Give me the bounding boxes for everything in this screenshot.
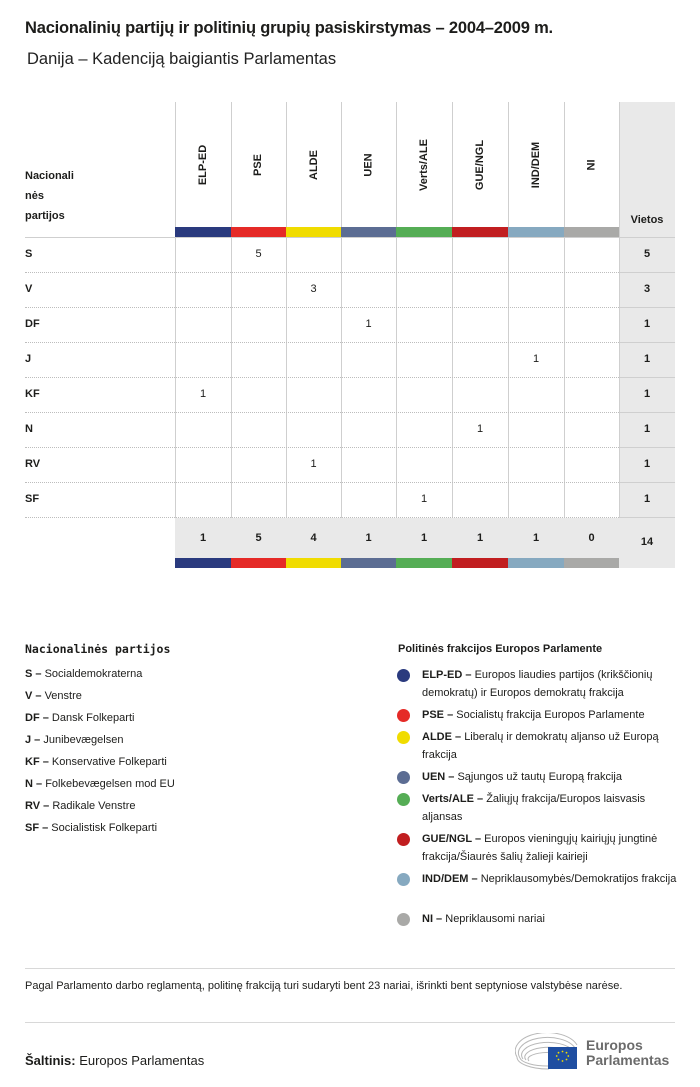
group-code: ALDE – bbox=[422, 731, 462, 743]
party-name: Radikale Venstre bbox=[52, 800, 136, 812]
column-header-label: IND/DEM bbox=[529, 141, 542, 188]
party-legend-item bbox=[25, 756, 167, 768]
row-divider bbox=[619, 412, 675, 413]
group-color-dot-icon bbox=[397, 669, 410, 682]
group-color-band bbox=[231, 558, 286, 568]
row-party-code: J bbox=[25, 353, 32, 365]
row-header-line: Nacionali bbox=[25, 170, 74, 182]
column-total: 1 bbox=[476, 532, 484, 544]
group-code: GUE/NGL – bbox=[422, 833, 482, 845]
group-color-dot-icon bbox=[397, 731, 410, 744]
page-title: Nacionalinių partijų ir politinių grupių pasiskirstymas – 2004–2009 m. bbox=[25, 19, 553, 37]
divider bbox=[25, 1022, 675, 1023]
column-header-verts-ale bbox=[396, 102, 452, 227]
column-header-label: Verts/ALE bbox=[418, 138, 430, 191]
parties-legend-title: Nacionalinės partijos bbox=[25, 642, 171, 656]
group-color-dot-icon bbox=[397, 709, 410, 722]
row-divider bbox=[619, 307, 675, 308]
group-legend-item bbox=[397, 790, 682, 826]
column-header-ni bbox=[564, 102, 619, 227]
row-divider bbox=[619, 482, 675, 483]
column-header-elp-ed bbox=[175, 102, 231, 227]
group-code: UEN – bbox=[422, 771, 455, 783]
column-header-label: UEN bbox=[362, 152, 375, 177]
column-divider bbox=[619, 102, 620, 518]
group-name: Socialistų frakcija Europos Parlamente bbox=[456, 709, 645, 721]
row-party-code: RV bbox=[25, 458, 41, 470]
row-divider bbox=[25, 307, 619, 308]
party-code: N – bbox=[25, 778, 43, 790]
footnote: Pagal Parlamento darbo reglamentą, politinę frakciją turi sudaryti bent 23 nariai, išrinkti bent septyniose valstybėse narėse. bbox=[25, 980, 623, 992]
group-color-band bbox=[341, 227, 396, 237]
row-total: 1 bbox=[643, 353, 651, 365]
group-legend-item bbox=[397, 666, 682, 702]
group-color-band bbox=[231, 227, 286, 237]
group-color-band bbox=[508, 227, 564, 237]
party-legend-item bbox=[25, 800, 136, 812]
column-header-uen bbox=[341, 102, 396, 227]
party-code: V – bbox=[25, 690, 42, 702]
column-header-ind-dem bbox=[508, 102, 564, 227]
group-color-dot-icon bbox=[397, 833, 410, 846]
group-color-band bbox=[396, 558, 452, 568]
group-color-dot-icon bbox=[397, 771, 410, 784]
table-cell: 1 bbox=[199, 388, 207, 400]
total-column-header: Vietos bbox=[630, 214, 664, 226]
source-value: Europos Parlamentas bbox=[75, 1053, 205, 1068]
row-total: 1 bbox=[643, 423, 651, 435]
group-color-dot-icon bbox=[397, 913, 410, 926]
row-divider bbox=[25, 412, 619, 413]
party-name: Junibevægelsen bbox=[43, 734, 124, 746]
group-legend-item bbox=[397, 910, 682, 928]
group-legend-item bbox=[397, 768, 682, 786]
group-color-dot-icon bbox=[397, 793, 410, 806]
column-header-alde bbox=[286, 102, 341, 227]
group-name: Europos vieningųjų kairiųjų jungtinė frakcija/Šiaurės šalių žalieji kairieji bbox=[422, 833, 658, 863]
row-total: 1 bbox=[643, 458, 651, 470]
group-color-band bbox=[286, 558, 341, 568]
row-divider bbox=[619, 447, 675, 448]
logo-line: Europos bbox=[586, 1037, 643, 1053]
party-code: J – bbox=[25, 734, 41, 746]
group-legend-item bbox=[397, 728, 682, 764]
column-header-label: ELP-ED bbox=[197, 144, 209, 185]
group-code: Verts/ALE – bbox=[422, 793, 484, 805]
party-name: Dansk Folkeparti bbox=[51, 712, 135, 724]
column-total: 1 bbox=[532, 532, 540, 544]
source-label: Šaltinis: bbox=[25, 1053, 76, 1068]
group-code: PSE – bbox=[422, 709, 454, 721]
group-color-band bbox=[396, 227, 452, 237]
row-party-code: KF bbox=[25, 388, 40, 400]
group-name: Nepriklausomi nariai bbox=[445, 913, 545, 925]
row-divider bbox=[25, 342, 619, 343]
group-legend-item bbox=[397, 706, 682, 724]
party-name: Folkebevægelsen mod EU bbox=[45, 778, 175, 790]
group-color-band bbox=[286, 227, 341, 237]
row-divider bbox=[619, 272, 675, 273]
row-divider bbox=[25, 482, 619, 483]
column-total: 1 bbox=[420, 532, 428, 544]
party-name: Socialdemokraterna bbox=[44, 668, 143, 680]
column-total: 4 bbox=[310, 532, 317, 544]
column-header-label: PSE bbox=[252, 153, 265, 176]
column-total: 5 bbox=[255, 532, 262, 544]
row-divider bbox=[25, 517, 619, 518]
column-header-label: GUE/NGL bbox=[474, 139, 486, 190]
party-code: DF – bbox=[25, 712, 49, 724]
logo-line: Parlamentas bbox=[586, 1052, 670, 1068]
group-color-band bbox=[175, 558, 231, 568]
party-legend-item bbox=[25, 822, 157, 834]
column-total: 1 bbox=[199, 532, 207, 544]
column-total: 0 bbox=[588, 532, 595, 544]
party-name: Socialistisk Folkeparti bbox=[51, 822, 158, 834]
party-legend-item bbox=[25, 778, 175, 790]
group-name: Europos liaudies partijos (krikščionių demokratų) ir Europos demokratų frakcija bbox=[422, 669, 653, 699]
table-cell: 1 bbox=[310, 458, 317, 470]
group-color-band bbox=[175, 227, 231, 237]
table-cell: 1 bbox=[532, 353, 540, 365]
party-code: SF – bbox=[25, 822, 49, 834]
group-color-band bbox=[452, 227, 508, 237]
table-cell: 3 bbox=[310, 283, 317, 295]
row-party-code: N bbox=[25, 423, 33, 435]
header-divider bbox=[25, 237, 675, 238]
group-legend-item bbox=[397, 830, 682, 866]
row-total: 5 bbox=[643, 248, 651, 260]
party-code: KF – bbox=[25, 756, 49, 768]
party-legend-item bbox=[25, 668, 142, 680]
group-name: Liberalų ir demokratų aljanso už Europą frakcija bbox=[422, 731, 659, 761]
row-header-line: nės bbox=[25, 190, 44, 202]
party-legend-item bbox=[25, 712, 134, 724]
row-total: 1 bbox=[643, 388, 651, 400]
group-color-band bbox=[508, 558, 564, 568]
group-color-band bbox=[564, 558, 619, 568]
group-code: IND/DEM – bbox=[422, 873, 478, 885]
table-cell: 5 bbox=[255, 248, 262, 260]
table-cell: 1 bbox=[476, 423, 484, 435]
row-party-code: DF bbox=[25, 318, 40, 330]
europarl-logo-text bbox=[586, 1038, 669, 1068]
row-total: 3 bbox=[643, 283, 651, 295]
column-total: 1 bbox=[365, 532, 372, 544]
row-header-line: partijos bbox=[25, 210, 65, 222]
row-divider bbox=[619, 517, 675, 518]
group-color-band bbox=[341, 558, 396, 568]
group-code: ELP-ED – bbox=[422, 669, 472, 681]
group-color-dot-icon bbox=[397, 873, 410, 886]
row-divider bbox=[25, 447, 619, 448]
row-divider bbox=[25, 272, 619, 273]
row-total: 1 bbox=[643, 493, 651, 505]
party-legend-item bbox=[25, 690, 82, 702]
party-name: Venstre bbox=[44, 690, 82, 702]
party-code: S – bbox=[25, 668, 42, 680]
page-subtitle: Danija – Kadenciją baigiantis Parlamentas bbox=[27, 50, 337, 68]
source-line bbox=[25, 1053, 204, 1068]
group-color-band bbox=[564, 227, 619, 237]
group-name: Sąjungos už tautų Europą frakcija bbox=[457, 771, 622, 783]
party-name: Konservative Folkeparti bbox=[51, 756, 167, 768]
group-name: Nepriklausomybės/Demokratijos frakcija bbox=[480, 873, 677, 885]
column-header-pse bbox=[231, 102, 286, 227]
row-divider bbox=[619, 342, 675, 343]
row-divider bbox=[619, 377, 675, 378]
groups-legend-title: Politinės frakcijos Europos Parlamente bbox=[398, 643, 603, 655]
table-cell: 1 bbox=[420, 493, 428, 505]
grand-total: 14 bbox=[640, 536, 654, 548]
party-code: RV – bbox=[25, 800, 50, 812]
group-name: Žaliųjų frakcija/Europos laisvasis aljansas bbox=[422, 793, 646, 823]
group-color-band bbox=[452, 558, 508, 568]
row-party-code: V bbox=[25, 283, 33, 295]
row-header-label bbox=[25, 166, 74, 226]
row-divider bbox=[25, 377, 619, 378]
group-legend-item bbox=[397, 870, 682, 888]
divider bbox=[25, 968, 675, 969]
table-cell: 1 bbox=[365, 318, 372, 330]
row-party-code: S bbox=[25, 248, 33, 260]
row-total: 1 bbox=[643, 318, 651, 330]
column-header-label: NI bbox=[585, 159, 598, 170]
column-header-gue-ngl bbox=[452, 102, 508, 227]
party-legend-item bbox=[25, 734, 123, 746]
column-header-label: ALDE bbox=[307, 149, 320, 180]
row-party-code: SF bbox=[25, 493, 40, 505]
group-code: NI – bbox=[422, 913, 443, 925]
